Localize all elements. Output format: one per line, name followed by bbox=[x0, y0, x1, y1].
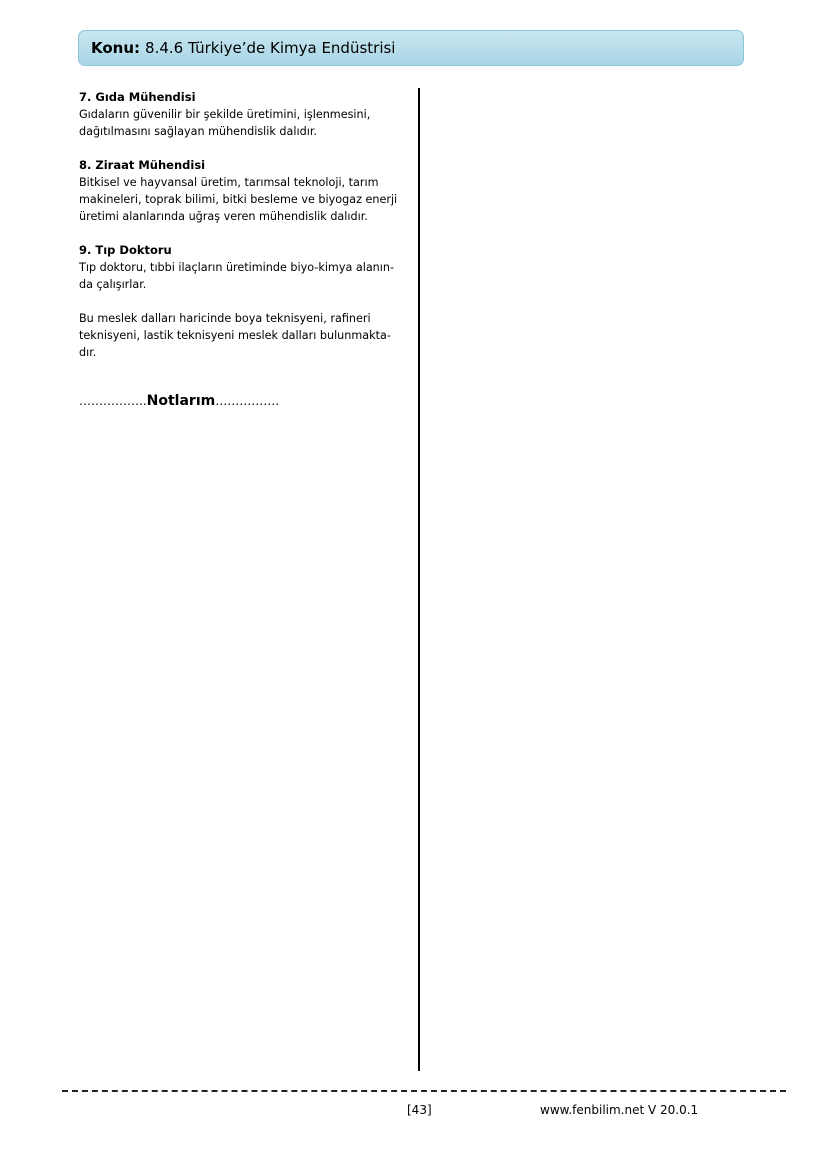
section-ziraat-muhendisi bbox=[79, 157, 411, 225]
section-body: Tıp doktoru, tıbbi ilaçların üretiminde biyo-kimya alanın- da çalışırlar. bbox=[79, 261, 395, 291]
notes-label: Notlarım bbox=[146, 393, 216, 409]
section-title: 9. Tıp Doktoru bbox=[79, 243, 172, 257]
extra-paragraph: Bu meslek dalları haricinde boya teknisyeni, rafineri teknisyeni, lastik teknisyeni meslek dalları bulunmakta- dır. bbox=[79, 312, 391, 359]
section-gida-muhendisi bbox=[79, 89, 411, 140]
footer-rule bbox=[62, 1090, 786, 1092]
section-body: Bitkisel ve hayvansal üretim, tarımsal teknoloji, tarım makineleri, toprak bilimi, bitki besleme ve biyogaz enerji üretimi alanlarında uğraş veren mühendislik dalıdır. bbox=[79, 176, 398, 223]
column-divider bbox=[418, 88, 420, 1071]
page-number: [43] bbox=[407, 1103, 432, 1117]
notes-lead-dots: …………….. bbox=[79, 394, 147, 408]
left-column bbox=[79, 89, 411, 410]
notes-trail-dots: ……………. bbox=[215, 394, 280, 408]
topic-label: Konu: bbox=[91, 39, 141, 57]
notes-heading bbox=[79, 393, 411, 410]
section-title: 8. Ziraat Mühendisi bbox=[79, 158, 206, 172]
section-tip-doktoru bbox=[79, 242, 411, 293]
site-credit: www.fenbilim.net V 20.0.1 bbox=[540, 1103, 699, 1117]
topic-header bbox=[78, 30, 744, 66]
section-body: Gıdaların güvenilir bir şekilde üretimini, işlenmesini, dağıtılmasını sağlayan mühendislik dalıdır. bbox=[79, 108, 371, 138]
topic-title: 8.4.6 Türkiye’de Kimya Endüstrisi bbox=[145, 39, 396, 57]
section-title: 7. Gıda Mühendisi bbox=[79, 90, 196, 104]
